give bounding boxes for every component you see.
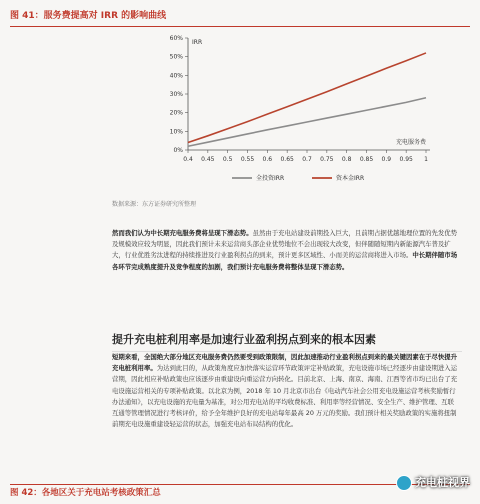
x-tick-label: 0.8 — [341, 156, 352, 163]
series-line-0 — [188, 98, 426, 147]
paragraph-1-tail: 中长期伴随市场各环节完成熟度提升及竞争程度的加剧，我们预计充电服务费将整体呈现下滑态势。 — [112, 251, 458, 271]
paragraph-1-body: 虽然由于充电站建设前期投入巨大，且前期占据优越地理位置的先发优势及规模效应较为明显，因此我们预计未来运营商头部企业优势地位不会出现较大改变，但伴随随短期内新能源汽车普及扩大，行业优胜劣汰进程的持续推进及行业盈利拐点的到来，预计更多区域性、小而美的运营商将进入市场。 — [112, 229, 458, 260]
paragraph-1-lead: 然而我们认为中长期充电服务费将呈现下滑态势。 — [112, 229, 253, 237]
x-tick-label: 0.5 — [222, 156, 233, 163]
x-tick-label: 0.85 — [359, 156, 374, 163]
y-tick-label: 0% — [173, 147, 183, 154]
y-tick-label: 30% — [169, 91, 183, 98]
section-heading: 提升充电桩利用率是加速行业盈利拐点到来的根本因素 — [112, 331, 462, 352]
x-tick-label: 0.4 — [183, 156, 193, 163]
x-tick-label: 1 — [424, 156, 428, 163]
y-tick-label: 10% — [169, 128, 183, 136]
watermark-text: 充电桩视界 — [415, 476, 470, 489]
x-tick-label: 0.75 — [320, 156, 334, 163]
x-tick-label: 0.7 — [302, 156, 312, 163]
paragraph-2-lead: 短期来看，全国绝大部分地区充电服务费仍然要受到政策限制，因此加速推动行业盈利拐点到来的最关键因素在于尽快提升充电桩利用率。 — [112, 353, 458, 373]
y-tick-label: 50% — [169, 53, 183, 61]
paragraph-2-body: 为达到此目的，从政策角度应加快落实运营环节政策评定补贴政策，充电设施市场已经逐步由建设期进入运营期，因此相应补贴政策也应该逐步由重建设向重运营方向转化。目前北京、上海、南京、海南、江西等省市均已出台了充电设施运营相关的专项补贴政策。以北京为例，2018 年 10 月北京市出台《电动汽车社会公用充电设施运营考核奖励暂行办法通知》，以充电设施的充电量为基准，对公用充电站的平均收费标准、利用率等经营情况、安全生产、维护管理、互联互通等管理情况进行考核评价，给予全年维护良好的充电站每年最高 20 万元的奖励。我们预计相关奖励政策的实施将扭制前期充电设施重建设轻运营的状态，加强充电站布局结构的优化。 — [112, 364, 458, 429]
y-tick-label: 40% — [169, 72, 183, 80]
x-axis-label: 充电服务费 — [395, 139, 426, 146]
y-tick-label: 60% — [169, 35, 183, 42]
x-tick-label: 0.45 — [201, 156, 215, 163]
series-line-1 — [188, 53, 426, 143]
watermark-logo-icon — [396, 475, 412, 491]
paragraph-1 — [112, 228, 460, 273]
x-tick-label: 0.6 — [262, 156, 273, 163]
y-axis-label: IRR — [192, 39, 203, 46]
legend-label-0: 全投资IRR — [256, 175, 285, 182]
irr-line-chart — [0, 26, 480, 196]
legend-label-1: 资本金IRR — [336, 175, 365, 182]
x-tick-label: 0.9 — [381, 156, 392, 163]
paragraph-2 — [112, 352, 460, 430]
x-tick-label: 0.55 — [240, 156, 255, 163]
x-tick-label: 0.65 — [280, 156, 294, 163]
y-tick-label: 20% — [169, 109, 183, 117]
source-note: 数据来源：东方证券研究所整理 — [112, 201, 197, 208]
x-tick-label: 0.95 — [399, 156, 413, 163]
figure-title: 图 41：服务费提高对 IRR 的影响曲线 — [10, 8, 470, 27]
watermark — [396, 474, 470, 491]
irr-chart — [0, 26, 480, 196]
next-figure-title: 图 42：各地区关于充电站考核政策汇总 — [10, 484, 470, 501]
